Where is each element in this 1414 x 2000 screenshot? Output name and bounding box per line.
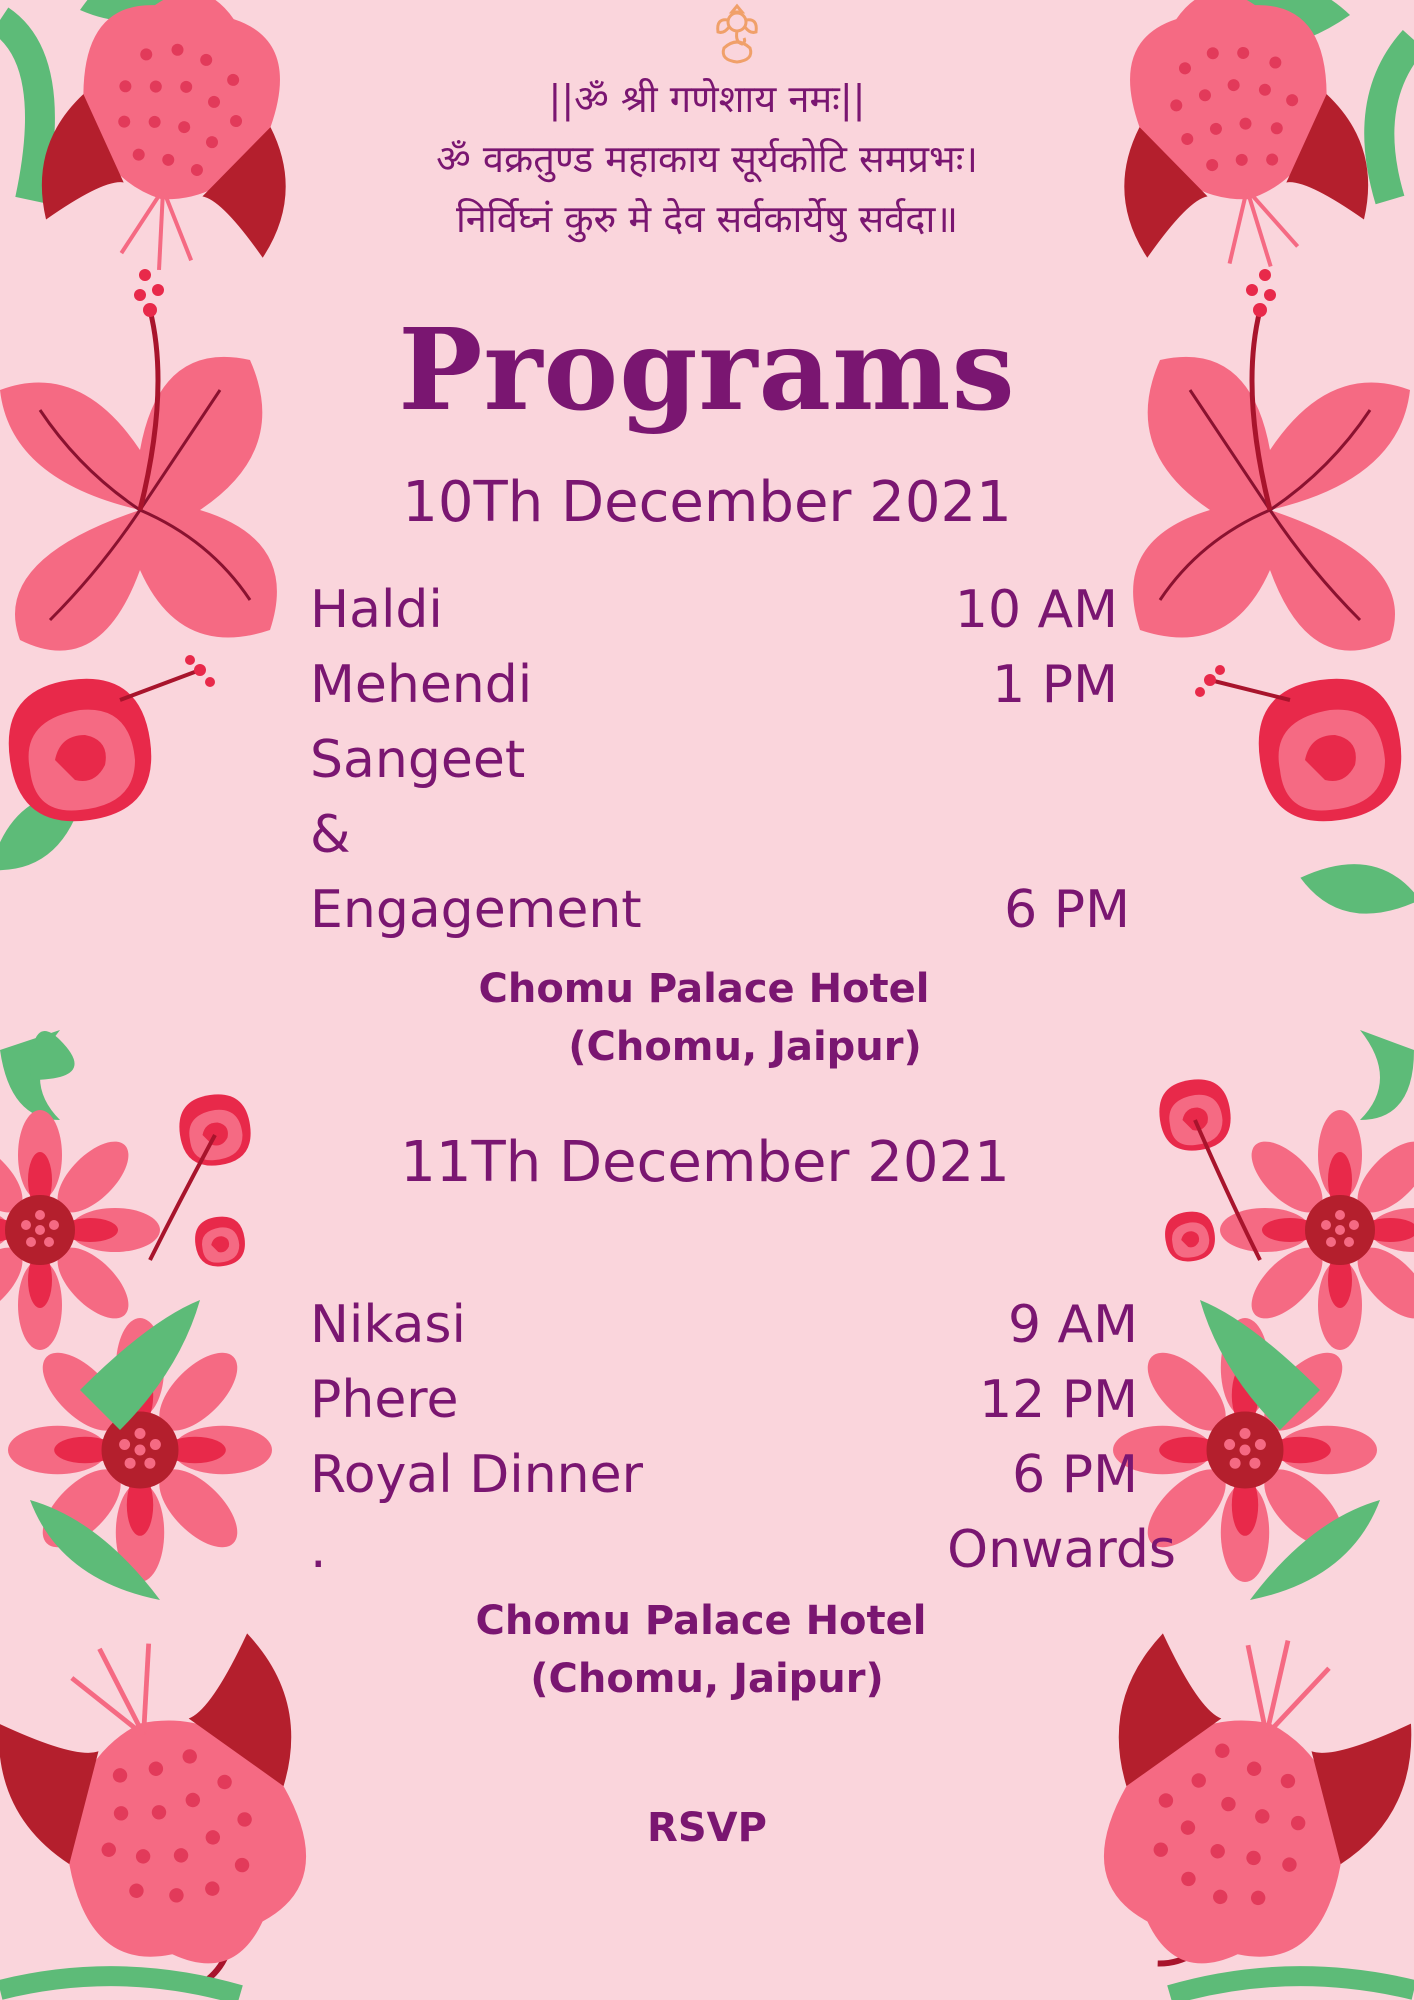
day1-event-row [310,730,1130,800]
day2-venue-name: Chomu Palace Hotel [475,1598,927,1644]
event-time: 6 PM [1012,1445,1138,1505]
event-name: Mehendi [310,655,533,715]
day2-event-row [310,1445,1138,1515]
event-name: & [310,805,351,865]
event-name: Sangeet [310,730,526,790]
day1-event-row [310,580,1130,650]
ganesha-icon [702,0,772,70]
day1-date: 10Th December 2021 [402,470,1012,535]
event-name: . [310,1520,327,1580]
day1-venue-name: Chomu Palace Hotel [478,966,930,1012]
event-name: Haldi [310,580,443,640]
event-name: Phere [310,1370,459,1430]
mantra-line-2: ॐ वक्रतुण्ड महाकाय सूर्यकोटि समप्रभः। [436,137,978,181]
day2-event-row [310,1295,1138,1365]
event-time: 6 PM [1004,880,1130,940]
day2-event-row [310,1520,1176,1590]
rsvp-label: RSVP [647,1805,767,1851]
mantra-line-3: निर्विघ्नं कुरु मे देव सर्वकार्येषु सर्वदा॥ [455,197,959,241]
day1-venue-location: (Chomu, Jaipur) [568,1024,922,1070]
mantra-line-1: ||ॐ श्री गणेशाय नमः|| [548,77,866,121]
day2-date: 11Th December 2021 [400,1130,1010,1195]
event-time: Onwards [947,1520,1176,1580]
day1-event-row [310,880,1130,950]
event-time: 12 PM [979,1370,1138,1430]
day1-event-row [310,805,1130,875]
day1-event-row [310,655,1130,725]
event-time: 10 AM [954,580,1118,640]
event-name: Engagement [310,880,642,940]
page-title: Programs [398,305,1016,436]
event-time: 1 PM [992,655,1118,715]
event-time: 9 AM [1007,1295,1138,1355]
event-name: Royal Dinner [310,1445,643,1505]
event-name: Nikasi [310,1295,466,1355]
day2-event-row [310,1370,1138,1440]
day2-venue-location: (Chomu, Jaipur) [530,1656,884,1702]
